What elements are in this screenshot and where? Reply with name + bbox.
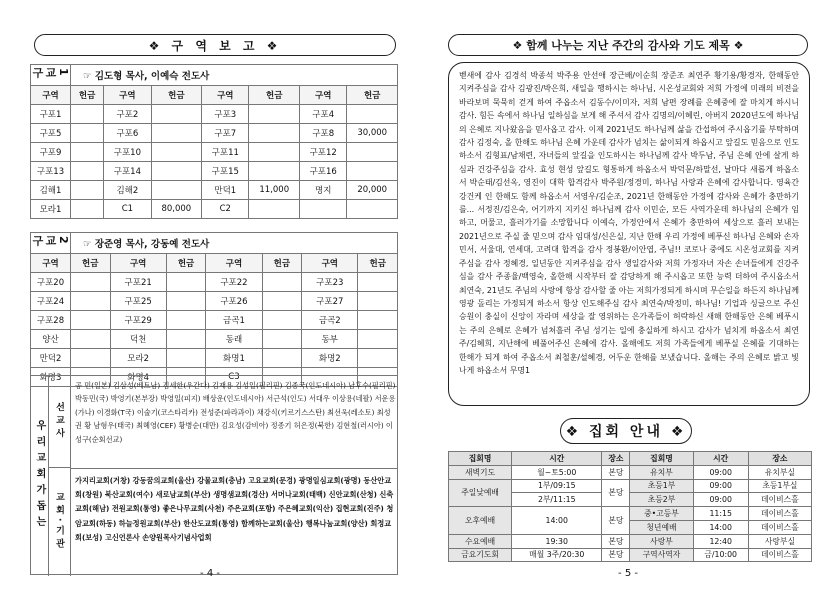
offering-cell	[71, 311, 111, 330]
region-name-cell: 구포27	[302, 292, 358, 311]
region-name-cell: 화명3	[31, 368, 71, 387]
offering-cell	[347, 143, 398, 162]
schedule-cell: 초등2부	[630, 493, 693, 507]
missionary-list: 공 민(일본) 김삼성(베트남) 김세한(우간다) 김재용 김성일(필리핀) 김종국(인도네시아) 남후수(필리핀) 박동민(국) 박영기(본부장) 박영일(피지) 배상운(인도네시아) 서근석(인도) 서대우 이상용(네팔) 서운용(가나) 이경화(T국) 이술기(코스타리카) 전성준(파라과이) 채강식(키르기스스탄) 최선욱(레소토) 최성권 황 남형우(태국) 최혜영(CEF) 황병순(대만) 김요성(감비아) 정종기 허은정(북한) 김현철(러시아) 이성구(순회선교)	[75, 381, 396, 444]
offering-cell	[71, 200, 104, 219]
offering-cell: 11,000	[249, 181, 300, 200]
schedule-cell: 매월 3주/20:30	[512, 548, 602, 562]
offering-cell	[358, 311, 398, 330]
offering-cell: 30,000	[347, 124, 398, 143]
region2-header-cell: 구역	[206, 254, 262, 273]
region-name-cell: 구포16	[300, 162, 347, 181]
region-name-cell: 구포25	[110, 292, 166, 311]
offering-cell	[249, 124, 300, 143]
table-row	[31, 200, 398, 219]
offering-cell	[71, 292, 111, 311]
schedule-cell: 본당	[602, 534, 630, 548]
region1-header-cell: 구역	[104, 86, 151, 105]
table-row	[31, 143, 398, 162]
schedule-title: ❖ 집회 안내 ❖	[560, 418, 692, 444]
offering-cell	[358, 349, 398, 368]
offering-cell	[262, 292, 302, 311]
schedule-header-cell: 집회명	[630, 452, 693, 466]
offering-cell	[249, 105, 300, 124]
region2-header-cell: 헌금	[71, 254, 111, 273]
region-name-cell: 화명1	[206, 349, 262, 368]
offering-cell	[347, 200, 398, 219]
region-name-cell: 구포2	[104, 105, 151, 124]
region-name-cell: C1	[104, 200, 151, 219]
region2-leader: ☞ 장준영 목사, 강동예 전도사	[71, 233, 398, 254]
region2-header-cell: 구역	[302, 254, 358, 273]
table-row	[31, 330, 398, 349]
schedule-row	[449, 534, 812, 548]
region-name-cell: 구포9	[31, 143, 71, 162]
schedule-cell: 유치부	[630, 465, 693, 479]
offering-cell	[151, 105, 202, 124]
section-divider	[71, 468, 397, 469]
region-name-cell	[300, 200, 347, 219]
offering-cell	[151, 162, 202, 181]
schedule-cell: 유치부실	[748, 465, 811, 479]
schedule-cell: 09:00	[693, 493, 748, 507]
region2-header-cell: 구역	[31, 254, 71, 273]
offering-cell	[166, 311, 206, 330]
table-row	[31, 162, 398, 181]
offering-cell	[166, 349, 206, 368]
region1-header-cell: 구역	[202, 86, 249, 105]
table-row	[31, 292, 398, 311]
region-name-cell: 구포15	[202, 162, 249, 181]
region-name-cell: 김해1	[31, 181, 71, 200]
region-name-cell: 구포28	[31, 311, 71, 330]
region-name-cell: 만덕2	[31, 349, 71, 368]
schedule-cell: 청년예배	[630, 520, 693, 534]
offering-cell	[71, 105, 104, 124]
region-name-cell: 구포1	[31, 105, 71, 124]
region2-header-cell: 헌금	[166, 254, 206, 273]
right-page	[420, 0, 840, 594]
region1-leader: ☞ 김도형 목사, 이예슥 전도사	[71, 65, 398, 86]
schedule-cell: 09:00	[693, 465, 748, 479]
region-name-cell: 덕천	[110, 330, 166, 349]
region-name-cell: 구포8	[300, 124, 347, 143]
region-name-cell: 구포6	[104, 124, 151, 143]
region1-header-cell: 헌금	[347, 86, 398, 105]
region-name-cell: 동래	[206, 330, 262, 349]
region-name-cell: C3	[206, 368, 262, 387]
region-name-cell: 구포13	[31, 162, 71, 181]
region-name-cell: 구포14	[104, 162, 151, 181]
offering-cell	[71, 143, 104, 162]
region-name-cell: 금곡2	[302, 311, 358, 330]
region-name-cell: 명지	[300, 181, 347, 200]
schedule-cell: 본당	[602, 465, 630, 479]
region2-table	[30, 232, 398, 387]
table-row	[31, 349, 398, 368]
offering-cell: 20,000	[347, 181, 398, 200]
region-name-cell: 양산	[31, 330, 71, 349]
region1-header-cell: 헌금	[249, 86, 300, 105]
schedule-cell: 14:00	[512, 507, 602, 535]
region-name-cell: 동부	[302, 330, 358, 349]
region-name-cell: 구포20	[31, 273, 71, 292]
region2-header-cell: 헌금	[358, 254, 398, 273]
region-name-cell: 모라2	[110, 349, 166, 368]
offering-cell	[166, 273, 206, 292]
region-name-cell: 화명4	[110, 368, 166, 387]
page-number-left: - 4 -	[200, 568, 220, 579]
offering-cell	[358, 273, 398, 292]
region-name-cell: C2	[202, 200, 249, 219]
region-name-cell: 구포5	[31, 124, 71, 143]
region1-header-cell: 구역	[300, 86, 347, 105]
schedule-row	[449, 479, 812, 493]
offering-cell	[347, 105, 398, 124]
church-org-label: 교회·기관	[49, 468, 71, 576]
missionary-label: 선교사	[49, 376, 71, 468]
schedule-cell: 중•고등부	[630, 507, 693, 521]
offering-cell	[262, 330, 302, 349]
schedule-cell: 11:15	[693, 507, 748, 521]
region2-header-cell: 구역	[110, 254, 166, 273]
schedule-cell: 금/10:00	[693, 548, 748, 562]
schedule-cell: 14:00	[693, 520, 748, 534]
schedule-cell: 금요기도회	[449, 548, 512, 562]
offering-cell	[151, 143, 202, 162]
offering-cell	[262, 273, 302, 292]
offering-cell: 80,000	[151, 200, 202, 219]
offering-cell	[151, 124, 202, 143]
schedule-cell: 수요예배	[449, 534, 512, 548]
region-name-cell: 구포26	[206, 292, 262, 311]
region-name-cell: 구포3	[202, 105, 249, 124]
region-name-cell: 화명2	[302, 349, 358, 368]
schedule-cell: 주일낮예배	[449, 479, 512, 507]
offering-cell	[166, 330, 206, 349]
schedule-cell: 데이비스홀	[748, 507, 811, 521]
supported-label: 우리교회가돕는	[31, 376, 49, 576]
schedule-cell: 초등1부실	[748, 479, 811, 493]
schedule-table	[448, 451, 812, 562]
offering-cell	[71, 349, 111, 368]
schedule-cell: 데이비스홀	[748, 520, 811, 534]
schedule-cell: 본당	[602, 548, 630, 562]
region1-header-cell: 헌금	[71, 86, 104, 105]
offering-cell	[347, 162, 398, 181]
region-name-cell: 모라1	[31, 200, 71, 219]
offering-cell	[166, 292, 206, 311]
region-name-cell: 구포11	[202, 143, 249, 162]
schedule-cell: 초등1부	[630, 479, 693, 493]
region-report-title: ❖ 구 역 보 고 ❖	[34, 34, 396, 56]
offering-cell	[71, 162, 104, 181]
offering-cell	[71, 124, 104, 143]
thanks-text: 벧새에 감사 김경석 박종석 박주용 안선애 장근배/이순희 장준조 최연주 황기용/황경자, 한해동안 지켜주심을 감사 김광진/박은희, 새일을 행하시는 하나님, 시온성교회와 저희 가정에 미래의 비전을 바라보며 묵묵히 걷게 하여 주옵소서 김동수/이미자, 저희 남편 장례를 은혜중에 잘 마치게 하시니 감사. 힘든 속에서 하나님 일하심을 보게 해 주셔서 감사 김명의/이혜린, 아버지 2020년도에 하나님의 은혜로 지나왔음을 믿사옵고 감사. 이제 2021년도 하나님께 삶을 간섭하여 주시옵기를 부탁하며 감사 김정숙, 올 한해도 하나님 은혜 가운데 감사가 넘치는 삶이되게 하옵시고 앞길도 믿음으로 인도하소서 김형표/남채련, 자녀들의 앞길을 인도하시는 하나님께 감사 박두남, 주님 은혜 안에 살게 하심과 건강주심을 감사. 효성 현성 앞길도 형통하게 하옵소서 박덕문/하말선, 날마다 새롭게 하옵소서 박순태/김선옥, 영진이 대학 합격감사 박주원/정경미, 하나님 사랑과 은혜에 감사합니다. 영육간 강건케 인 한해도 함께 하옵소서 서영우/김순조, 2021년 한해동안 가정에 감사와 은혜가 충만하기를... 서정진/김은숙, 어기까지 지키신 하나님께 감사 이민순, 모든 사역가운데 하나님의 은혜가 임하고, 머물고, 흘러가기를 소망합니다 이예슥, 가정안에서 은혜가 충만하여 세상으로 흘러 보내는 2021년으로 주실 줄 믿으며 감사 임대성/신은실, 지난 한해 우리 가정에 베푸신 하나님 은혜와 손자 민서, 서울대, 연세대, 고려대 합격을 감사 정봉환/이안엽, 주님!! 코로나 중에도 시온성교회를 지켜주심을 감사 정혜경, 일년동안 지켜주심을 감사 생일감사와 저희 가정자녀 자손 손녀들에게 건강주심을 감사 주종율/백영숙, 올한해 시작부터 잘 감당하게 해 주시옵고 또한 능력 더하여 주시옵소서 최연숙, 21년도 주님의 사랑에 항상 감사할 줄 아는 저희가정되게 하시며 무슨일을 하든지 하나님께 영광 돌리는 가정되게 하소서 항상 인도해주심 감사 최연숙/박정미, 하나님! 기업과 싱글으로 주신 승원이 충실이 신앙이 자라며 세상을 잘 영위하는 은가족들이 허락하신 새해 한해동안 은혜 베푸시는 주의 은혜로 은혜가 넘쳐흘러 주님 성기는 일에 충실하게 하시고 감사가 넘치게 하옵소서 최연주/김혜희, 지난해에 베풀어주신 은혜에 감사. 올해에도 저희 가족들에게 베푸실 은혜를 기대하는 한해가 되게 하여 주옵소서 최철훈/설혜경, 어두운 한해를 보냈습니다. 올해는 주의 은혜로 밝고 빛나게 하옵소서 무명1	[459, 71, 800, 375]
region-name-cell: 구포10	[104, 143, 151, 162]
thanks-box	[448, 62, 810, 406]
offering-cell	[358, 330, 398, 349]
schedule-row	[449, 548, 812, 562]
offering-cell	[249, 143, 300, 162]
region-name-cell: 금곡1	[206, 311, 262, 330]
schedule-cell: 19:30	[512, 534, 602, 548]
region-name-cell: 구포23	[302, 273, 358, 292]
thanks-title: ❖ 함께 나누는 지난 주간의 감사와 기도 제목 ❖	[448, 34, 808, 56]
schedule-cell: 12:40	[693, 534, 748, 548]
region1-header-cell: 구역	[31, 86, 71, 105]
table-row	[31, 181, 398, 200]
region1-table	[30, 64, 398, 219]
schedule-cell: 구역사역자	[630, 548, 693, 562]
table-row	[31, 311, 398, 330]
schedule-header-cell: 장소	[602, 452, 630, 466]
offering-cell	[249, 200, 300, 219]
schedule-header-cell: 시간	[512, 452, 602, 466]
region-name-cell: 구포24	[31, 292, 71, 311]
table-row	[31, 105, 398, 124]
schedule-header-cell: 집회명	[449, 452, 512, 466]
offering-cell	[249, 162, 300, 181]
schedule-cell: 1부/09:15	[512, 479, 602, 493]
offering-cell	[151, 181, 202, 200]
schedule-cell: 데이비스홀	[748, 493, 811, 507]
offering-cell	[262, 349, 302, 368]
schedule-row	[449, 507, 812, 521]
schedule-cell: 월~토5:00	[512, 465, 602, 479]
table-row	[31, 124, 398, 143]
offering-cell	[71, 181, 104, 200]
offering-cell	[71, 330, 111, 349]
region-name-cell: 김해2	[104, 181, 151, 200]
schedule-row	[449, 465, 812, 479]
region-name-cell: 구포7	[202, 124, 249, 143]
schedule-cell: 오후예배	[449, 507, 512, 535]
schedule-cell: 새벽기도	[449, 465, 512, 479]
region1-side-label: 1교구	[31, 65, 71, 86]
schedule-cell: 사랑부	[630, 534, 693, 548]
offering-cell	[262, 311, 302, 330]
offering-cell	[71, 273, 111, 292]
region2-side-label: 2교구	[31, 233, 71, 254]
supported-section	[30, 375, 398, 575]
schedule-cell: 데이비스홀	[748, 548, 811, 562]
region2-header-cell: 헌금	[262, 254, 302, 273]
schedule-cell: 본당	[602, 479, 630, 507]
offering-cell	[358, 292, 398, 311]
page-number-right: - 5 -	[618, 568, 638, 579]
schedule-cell: 본당	[602, 507, 630, 535]
schedule-cell: 09:00	[693, 479, 748, 493]
region1-header-cell: 헌금	[151, 86, 202, 105]
schedule-header-cell: 장소	[748, 452, 811, 466]
schedule-header-cell: 시간	[693, 452, 748, 466]
region-name-cell: 구포21	[110, 273, 166, 292]
region-name-cell: 구포29	[110, 311, 166, 330]
schedule-cell: 2부/11:15	[512, 493, 602, 507]
region-name-cell: 구포22	[206, 273, 262, 292]
region-name-cell: 구포12	[300, 143, 347, 162]
schedule-cell: 사랑부실	[748, 534, 811, 548]
region-name-cell: 만덕1	[202, 181, 249, 200]
region-name-cell: 구포4	[300, 105, 347, 124]
church-list: 가지리교회(거창) 강동꿈의교회(울산) 강물교회(충남) 고요교회(문경) 광명일심교회(광명) 동산안교회(창원) 북산교회(여수) 새로남교회(부산) 생명샘교회(경산) 서머나교회(태백) 신안교회(산청) 신축교회(해남) 전원교회(통영) 좋은나무교회(사천) 주은교회(포항) 주은혜교회(익산) 집현교회(진주) 청암교회(하동) 하늘정원교회(부산) 한산도교회(통영) 함께하는교회(울산) 행복나눔교회(양산) 회정교회(보성) 고신언론사 손양원목사기념사업회	[75, 476, 394, 542]
table-row	[31, 273, 398, 292]
